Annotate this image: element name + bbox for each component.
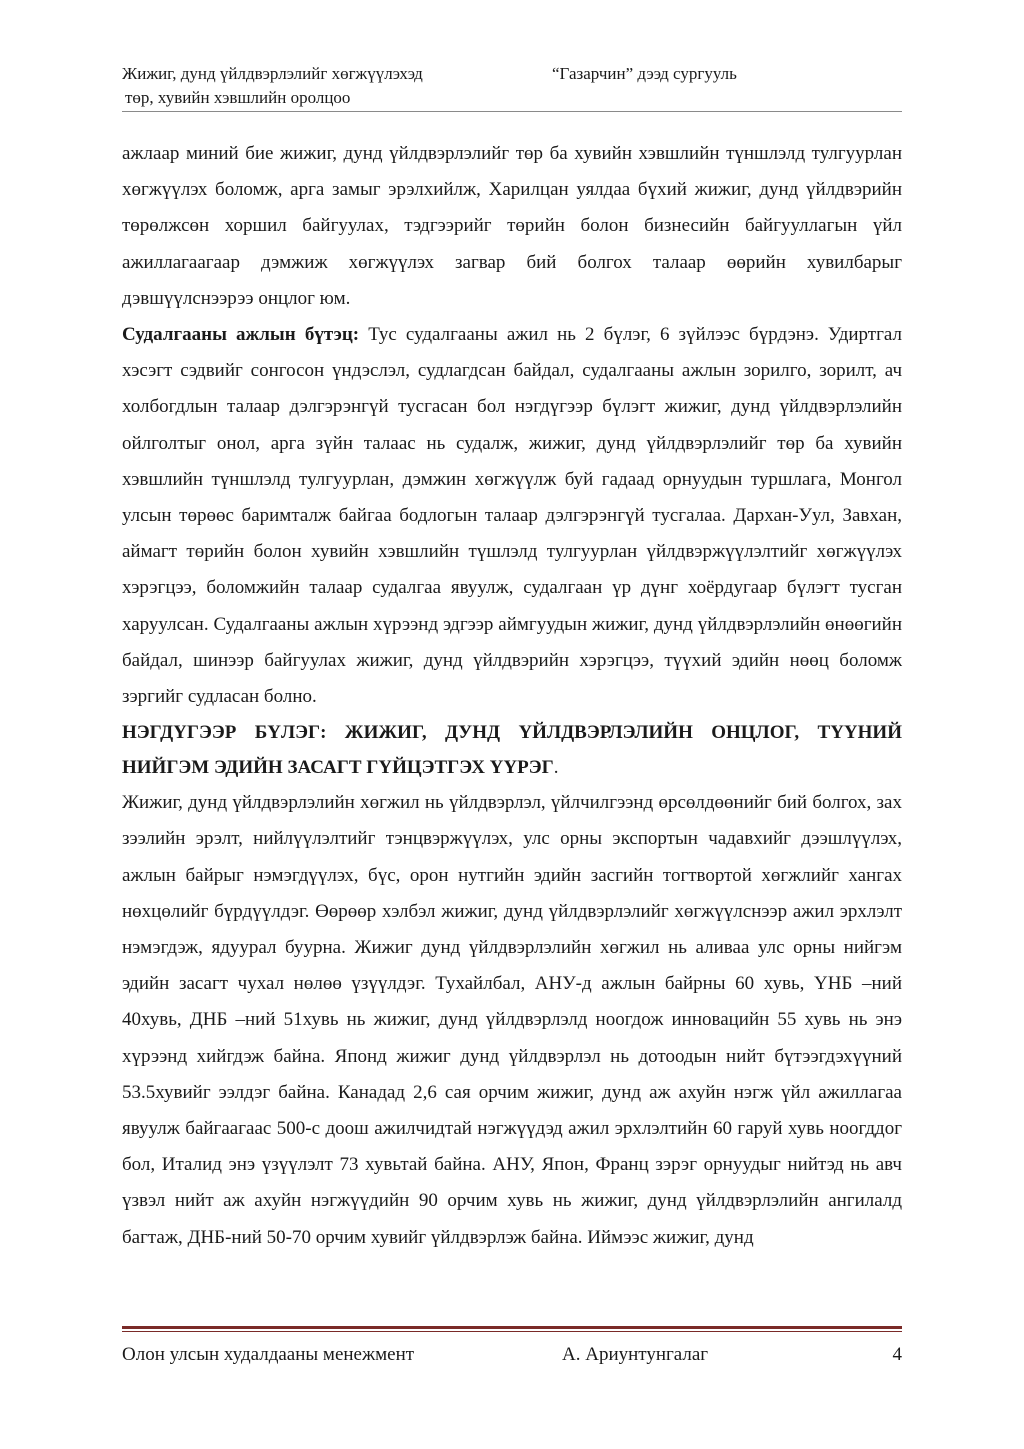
paragraph-research-structure xyxy=(122,317,902,715)
paragraph-chapter-body: Жижиг, дунд үйлдвэрлэлийн хөгжил нь үйлдвэрлэл, үйлчилгээнд өрсөлдөөнийг бий болгох, зах зээлийн эрэлт, нийлүүлэлтийг тэнцвэржүүлэх, улс орны экспортын чадавхийг дээшлүүлэх, ажлын байрыг нэмэгдүүлэх, бүс, орон нутгийн эдийн засгийн тогтвортой хөгжлийг хангах нөхцөлийг бүрдүүлдэг. Өөрөөр хэлбэл жижиг, дунд үйлдвэрлэлийг хөгжүүлснээр ажил эрхлэлт нэмэгдэж, ядуурал буурна. Жижиг дунд үйлдвэрлэлийн хөгжил нь аливаа улс орны нийгэм эдийн засагт чухал нөлөө үзүүлдэг. Тухайлбал, АНУ-д ажлын байрны 60 хувь, ҮНБ –ний 40хувь, ДНБ –ний 51хувь нь жижиг, дунд үйлдвэрлэлд ноогдож инновацийн 55 хувь нь энэ хүрээнд хийгдэж байна. Японд жижиг дунд үйлдвэрлэл нь дотоодын нийт бүтээгдэхүүний 53.5хувийг ээлдэг байна. Канадад 2,6 сая орчим жижиг, дунд аж ахуйн нэгж үйл ажиллагаа явуулж байгаагаас 500-с доош ажилчидтай нэгжүүдэд ажил эрхлэлтийн 60 гаруй хувь ноогддог бол, Италид энэ үзүүлэлт 73 хувьтай байна. АНУ, Япон, Франц зэрэг орнуудыг нийтэд нь авч үзвэл нийт аж ахуйн нэгжүүдийн 90 орчим хувь нь жижиг, дунд үйлдвэрлэлийн ангилалд багтаж, ДНБ-ний 50-70 орчим хувийг үйлдвэрлэж байна. Иймээс жижиг, дунд xyxy=(122,792,902,1248)
header-title-line-1: Жижиг, дунд үйлдвэрлэлийг хөгжүүлэхэд xyxy=(122,64,423,83)
research-structure-text: Тус судалгааны ажил нь 2 бүлэг, 6 зүйлээс бүрдэнэ. Удиртгал хэсэгт сэдвийг сонгосон үндэслэл, судлагдсан байдал, судалгааны ажлын зорилго, зорилт, ач холбогдлын талаар дэлгэрэнгүй тусгасан бол нэгдүгээр бүлэгт жижиг, дунд үйлдвэрлэлийн ойлголтыг онол, арга зүйн талаас нь судалж, жижиг, дунд үйлдвэрлэлийг төр ба хувийн хэвшлийн түншлэлд тулгуурлан, дэмжин хөгжүүлж буй гадаад орнуудын туршлага, Монгол улсын төрөөс баримталж байгаа бодлогын талаар дэлгэрэнгүй тусгалаа. Дархан-Уул, Завхан, аймагт төрийн болон хувийн хэвшлийн түшлэлд тулгуурлан үйлдвэржүүлэлтийг хөгжүүлэх хэрэгцээ, боломжийн талаар судалгаа явуулж, судалгаан үр дүнг хоёрдугаар бүлэгт тусган харуулсан. Судалгааны ажлын хүрээнд эдгээр аймгуудын жижиг, дунд үйлдвэрлэлийн өнөөгийн байдал, шинээр байгуулах жижиг, дунд үйлдвэрийн хэрэгцээ, түүхий эдийн нөөц боломж зэргийг судласан болно. xyxy=(122,324,902,708)
header-title-line-2: төр, хувийн хэвшлийн оролцоо xyxy=(125,88,351,107)
chapter-heading-period: . xyxy=(553,757,559,779)
header-divider xyxy=(122,111,902,112)
chapter-heading-text: НЭГДҮГЭЭР БҮЛЭГ: ЖИЖИГ, ДУНД ҮЙЛДВЭРЛЭЛИЙН ОНЦЛОГ, ТҮҮНИЙ НИЙГЭМ ЭДИЙН ЗАСАГТ ГҮЙЦЭТГЭХ ҮҮРЭГ xyxy=(122,722,902,779)
research-structure-lead: Судалгааны ажлын бүтэц: xyxy=(122,324,360,346)
footer-divider-thick xyxy=(122,1326,902,1329)
page-number: 4 xyxy=(892,1344,902,1365)
header-document-title xyxy=(122,62,522,110)
footer-divider-thin xyxy=(122,1331,902,1332)
header-school-name: “Газарчин” дээд сургууль xyxy=(552,64,737,83)
footer-author: А. Ариунтунгалаг xyxy=(562,1344,709,1365)
chapter-heading xyxy=(122,715,902,785)
paragraph-intro-continuation: ажлаар миний бие жижиг, дунд үйлдвэрлэлийг төр ба хувийн хэвшлийн түншлэлд тулгуурлан хөгжүүлэх боломж, арга замыг эрэлхийлж, Харилцан уялдаа бүхий жижиг, дунд үйлдвэрийн төрөлжсөн хоршил байгуулах, тэдгээрийг төрийн болон бизнесийн байгууллагын үйл ажиллагаагаар дэмжиж хөгжүүлэх загвар бий болгох талаар өөрийн хувилбарыг дэвшүүлснээрээ онцлог юм. xyxy=(122,143,902,309)
page-content xyxy=(122,136,902,1256)
footer-program-name: Олон улсын худалдааны менежмент xyxy=(122,1344,415,1365)
